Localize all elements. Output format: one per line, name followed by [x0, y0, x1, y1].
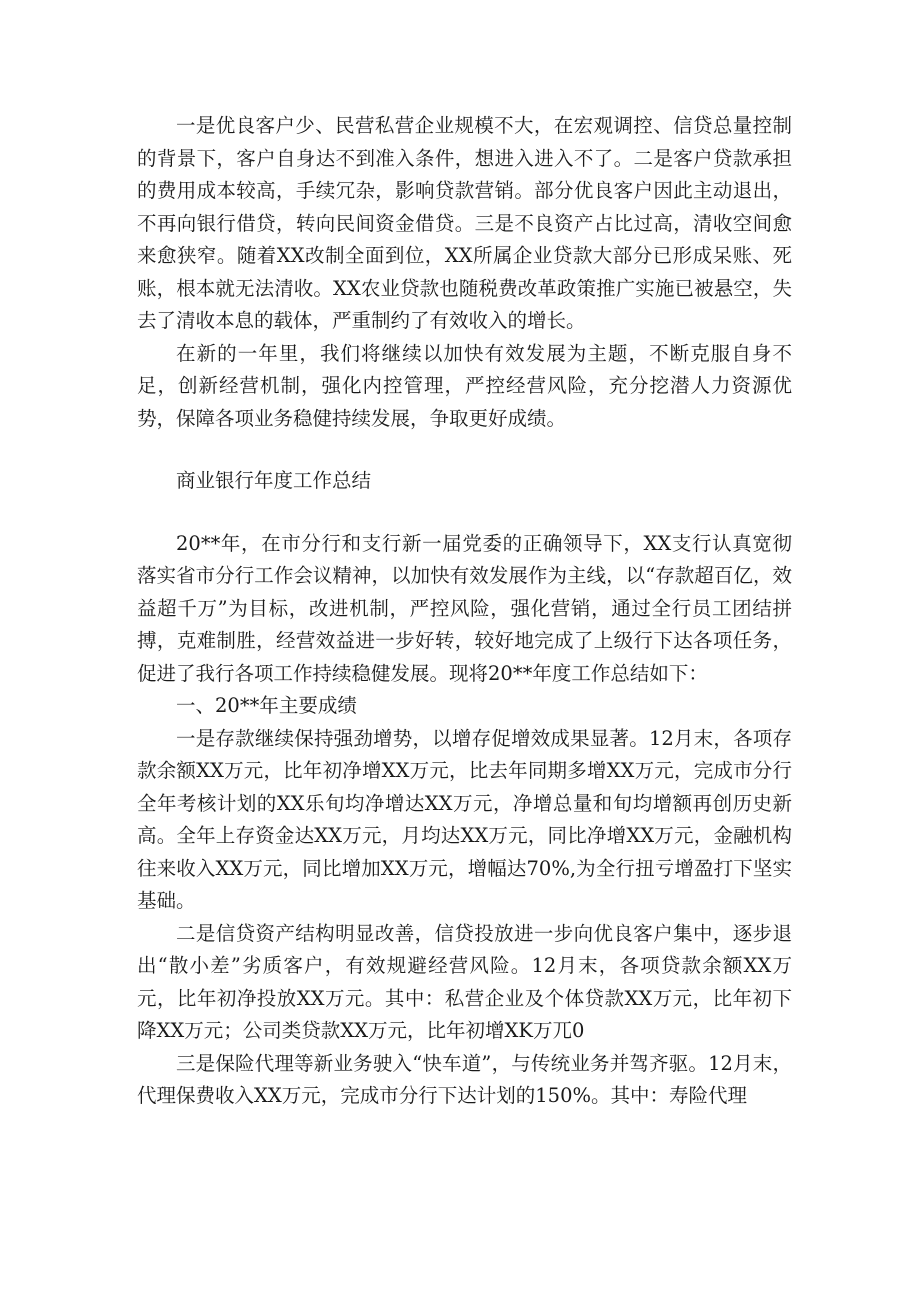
paragraph-intro: 20**年，在市分行和支行新一届党委的正确领导下，XX支行认真宽彻落实省市分行工作会议精神，以加快有效发展作为主线，以“存款超百亿，效益超千万”为目标，改进机制，严控风险，强化营销，通过全行员工团结拼搏，克难制胜，经营效益进一步好转，较好地完成了上级行下达各项任务，促进了我行各项工作持续稳健发展。现将20**年度工作总结如下： [137, 531, 792, 685]
paragraph-point-deposits: 一是存款继续保持强劲增势，以增存促增效成果显著。12月末，各项存款余额XX万元，比年初净增XX万元，比去年同期多增XX万元，完成市分行全年考核计划的XX乐旬均净增达XX万元，净增总量和旬均增额再创历史新高。全年上存资金达XX万元，月均达XX万元，同比净增XX万元，金融机构往来收入XX万元，同比增加XX万元，增幅达70%,为全行扭亏增盈打下坚实基础。 [137, 726, 792, 912]
paragraph-point-credit: 二是信贷资产结构明显改善，信贷投放进一步向优良客户集中，逐步退出“散小差”劣质客户，有效规避经营风险。12月末，各项贷款余额XX万元，比年初净投放XX万元。其中：私营企业及个体贷款XX万元，比年初下降XX万元；公司类贷款XX万元，比年初增XK万兀0 [137, 921, 792, 1042]
paragraph-point-insurance: 三是保险代理等新业务驶入“快车道”，与传统业务并驾齐驱。12月末，代理保费收入XX万元，完成市分行下达计划的150%。其中：寿险代理 [137, 1051, 792, 1107]
section-heading: 一、20**年主要成绩 [176, 694, 357, 717]
paragraph-difficulties: 一是优良客户少、民营私营企业规模不大，在宏观调控、信贷总量控制的背景下，客户自身达不到准入条件，想进入进入不了。二是客户贷款承担的费用成本较高，手续冗杂，影响贷款营销。部分优良客户因此主动退出，不再向银行借贷，转向民间资金借贷。三是不良资产占比过高，清收空间愈来愈狭窄。随着XX改制全面到位，XX所属企业贷款大部分已形成呆账、死账，根本就无法清收。XX农业贷款也随税费改革政策推广实施已被悬空，失去了清收本息的载体，严重制约了有效收入的增长。 [137, 114, 792, 332]
document-title: 商业银行年度工作总结 [176, 469, 372, 492]
paragraph-outlook: 在新的一年里，我们将继续以加快有效发展为主题，不断克服自身不足，创新经营机制，强化内控管理，严控经营风险，充分挖潜人力资源优势，保障各项业务稳健持续发展，争取更好成绩。 [137, 341, 792, 430]
